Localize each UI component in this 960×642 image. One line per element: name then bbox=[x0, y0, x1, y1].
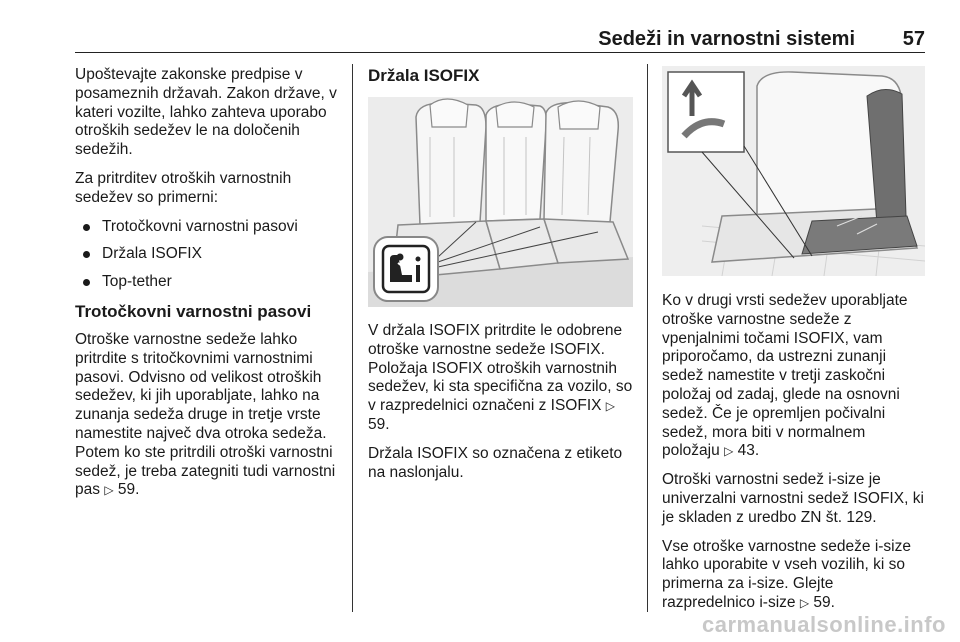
page-reference[interactable]: 59. bbox=[117, 481, 140, 499]
bullet-list bbox=[75, 218, 343, 292]
column-divider bbox=[647, 64, 648, 612]
body-paragraph: V držala ISOFIX pritrdite le odobrene otroške varnostne sedeže ISOFIX. Položaja ISOFIX otroških varnostnih sedežev, ki sta specifična za vozilo, so v razpredelnici označeni z ISOFIX ▷ 59. bbox=[368, 322, 633, 433]
body-paragraph: Otroške varnostne sedeže lahko pritrdite s tritočkovnimi varnostnimi pasovi. Odvisno od velikost otroških sedežev, ki jih uporabljate, lahko na zunanja sedeža druge in tretje vrste namestite največ dva otroka sedeža. Potem ko ste pritrdili otroški varnostni sedež, je treba zategniti tudi varnostni pas ▷ 59. bbox=[75, 330, 336, 499]
page-reference[interactable]: 43. bbox=[737, 442, 760, 460]
page-reference-arrow-icon: ▷ bbox=[605, 399, 616, 414]
section-heading: Držala ISOFIX bbox=[368, 66, 480, 85]
page-title: Sedeži in varnostni sistemi bbox=[598, 28, 855, 50]
page-reference[interactable]: 59. bbox=[813, 593, 835, 611]
header-rule bbox=[75, 52, 925, 53]
bullet-icon bbox=[83, 279, 90, 286]
column-1 bbox=[75, 66, 343, 510]
column-3-body bbox=[662, 292, 927, 623]
rear-seat-illustration bbox=[662, 66, 925, 276]
body-paragraph: Držala ISOFIX so označena z etiketo na naslonjalu. bbox=[368, 444, 623, 481]
column-divider bbox=[352, 64, 353, 612]
list-item: Trotočkovni varnostni pasovi bbox=[75, 218, 343, 237]
list-item: Držala ISOFIX bbox=[75, 245, 343, 264]
body-paragraph: Vse otroške varnostne sedeže i-size lahko uporabite v vseh vozilih, ki so primerna za i-size. Glejte razpredelnico i-size ▷ 59. bbox=[662, 537, 911, 611]
page-number: 57 bbox=[902, 28, 925, 50]
body-paragraph: Ko v drugi vrsti sedežev uporabljate otroške varnostne sedeže z vpenjalnimi točami ISOFIX, vam priporočamo, da ustrezni zunanji sedež namestite v tretji zaskočni položaj od zadaj, glede na osnovni sedež. Če je opremljen počivalni sedež, mora biti v normalnem položaju ▷ 43. bbox=[662, 292, 908, 460]
page-reference-arrow-icon: ▷ bbox=[104, 483, 114, 498]
column-2 bbox=[368, 66, 636, 95]
section-heading: Trotočkovni varnostni pasovi bbox=[75, 301, 312, 321]
isofix-child-seat-icon bbox=[374, 237, 438, 301]
bullet-icon bbox=[83, 224, 90, 231]
watermark: carmanualsonline.info bbox=[702, 612, 946, 637]
intro-paragraph: Upoštevajte zakonske predpise v posameznih državah. Zakon države, v kateri vozilte, lahko zahteva uporabo otroških sedežev le na določenih sedežih. bbox=[75, 66, 337, 159]
intro-paragraph: Za pritrditev otroških varnostnih sedežev so primerni: bbox=[75, 169, 292, 206]
seat-detail-figure-svg bbox=[662, 66, 925, 276]
page-header bbox=[75, 28, 925, 52]
page-reference-arrow-icon: ▷ bbox=[799, 595, 810, 610]
page-reference-arrow-icon: ▷ bbox=[724, 444, 734, 459]
page-reference[interactable]: 59. bbox=[368, 415, 390, 433]
bullet-icon bbox=[83, 251, 90, 258]
seat-figure-svg bbox=[368, 97, 633, 307]
column-2-body bbox=[368, 322, 636, 492]
rear-seat-illustration bbox=[368, 97, 633, 307]
list-item: Top-tether bbox=[75, 273, 343, 292]
body-paragraph: Otroški varnostni sedež i-size je univerzalni varnostni sedež ISOFIX, ki je skladen z uredbo ZN št. 129. bbox=[662, 471, 924, 526]
